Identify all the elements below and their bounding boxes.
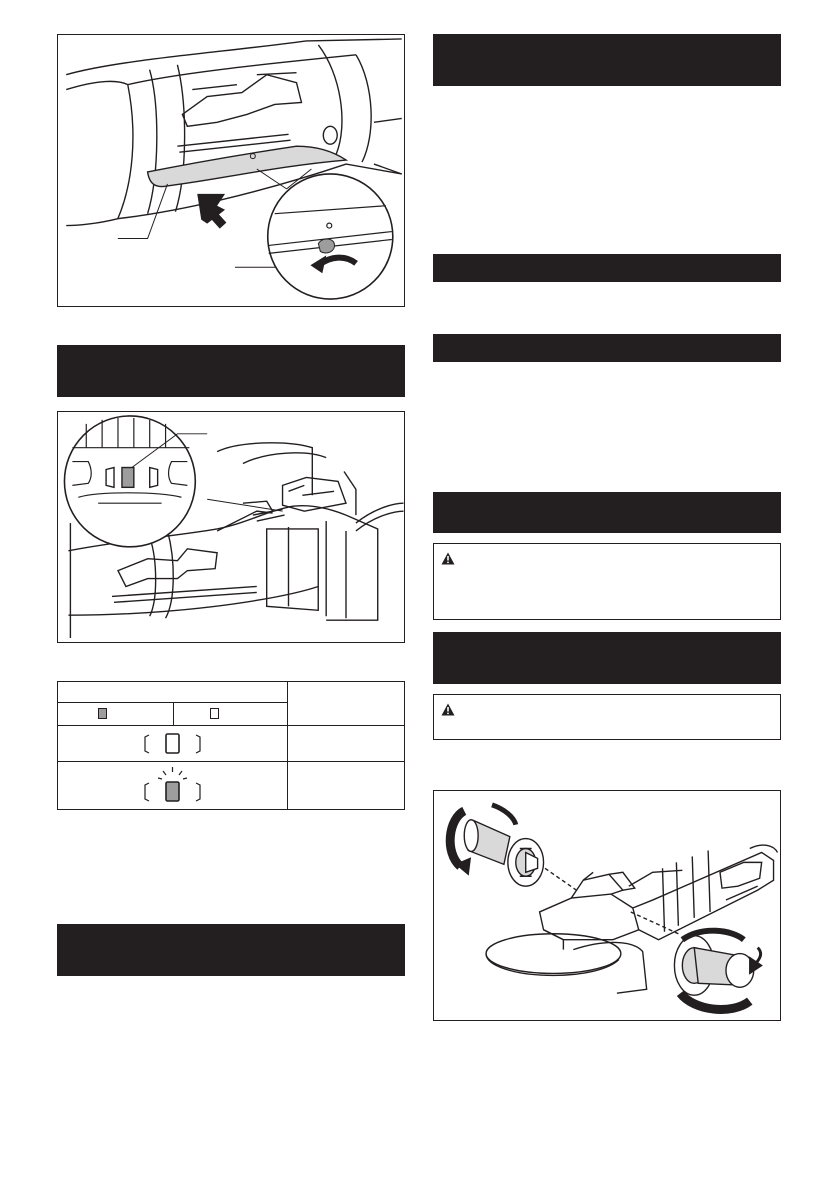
- figure-indicator-lamp: [57, 411, 405, 643]
- section-heading-6: [433, 492, 781, 533]
- tool-indicator-lamp-illustration: [58, 412, 404, 642]
- section-heading-3: [433, 34, 781, 86]
- indicator-lamps-steady-icon: [141, 732, 205, 756]
- warning-box-2: [433, 694, 781, 740]
- warning-triangle-icon: [441, 703, 455, 716]
- side-grip-installation-illustration: [434, 791, 780, 1020]
- lamp-on-icon: [98, 708, 108, 720]
- section-heading-5: [433, 334, 781, 362]
- indicator-lamps-blinking-icon: [141, 766, 205, 806]
- figure-side-cover: [57, 34, 405, 307]
- figure-side-grip: [433, 790, 781, 1021]
- lamp-off-icon: [210, 708, 220, 720]
- tool-side-cover-removal-illustration: [58, 35, 404, 306]
- warning-triangle-icon: [441, 552, 455, 565]
- section-heading-2: [57, 924, 405, 976]
- section-heading-7: [433, 632, 781, 684]
- indicator-table: [57, 681, 405, 810]
- section-heading-1: [57, 345, 405, 397]
- section-heading-4: [433, 254, 781, 282]
- warning-box-1: [433, 543, 781, 620]
